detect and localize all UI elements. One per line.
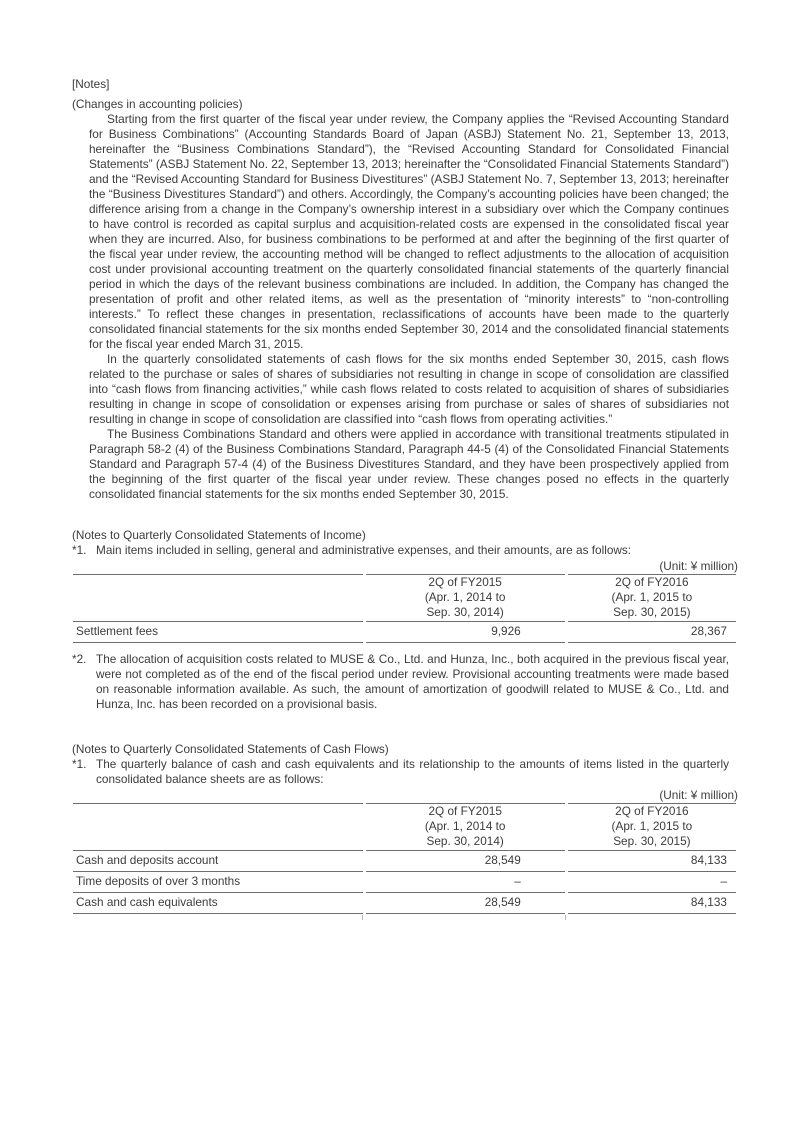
income-note-2 (72, 652, 729, 712)
section-heading-income: (Notes to Quarterly Consolidated Statements of Income) (72, 528, 366, 542)
header-line: 2Q of FY2015 (428, 575, 502, 589)
row-label: Cash and deposits account (73, 851, 363, 872)
table-header-empty (73, 803, 363, 851)
section-heading-accounting-policies: (Changes in accounting policies) (72, 97, 243, 111)
row-value-fy2016: 84,133 (568, 893, 736, 914)
row-value-fy2015: 28,549 (366, 893, 565, 914)
table-header-fy2015 (366, 574, 565, 622)
table-header-empty (73, 574, 363, 622)
header-line: (Apr. 1, 2015 to (611, 590, 693, 604)
header-line: (Apr. 1, 2014 to (424, 819, 506, 833)
header-line: Sep. 30, 2014) (426, 834, 504, 848)
row-label: Settlement fees (73, 622, 363, 643)
table-header-row (73, 574, 736, 622)
cash-flows-table-wrap (70, 803, 729, 921)
accounting-policies-paragraph-2: In the quarterly consolidated statements of cash flows for the six months ended September 30, 2015, cash flows related to the purchase or sales of shares of subsidiaries not resulting in change in scope of consolidation are classified into “cash flows from financing activities,” while cash flows related to costs related to acquisition of shares of subsidiaries resulting in change in scope of consolidation or expenses arising from purchase or sales of shares of subsidiaries not resulting in change in scope of consolidation are classified into “cash flows from operating activities.” (89, 352, 729, 426)
table-bottom-ticks (68, 914, 729, 921)
header-line: 2Q of FY2016 (615, 575, 689, 589)
notes-label: [Notes] (72, 77, 110, 91)
table-header-fy2015 (366, 803, 565, 851)
row-label: Time deposits of over 3 months (73, 872, 363, 893)
accounting-policies-paragraph-3: The Business Combinations Standard and others were applied in accordance with transitional treatments stipulated in Paragraph 58-2 (4) of the Business Combinations Standard, Paragraph 44-5 (4) of the Consolidated Financial Statements Standard and Paragraph 57-4 (4) of the Business Divestitures Standard, and they have been prospectively applied from the beginning of the first quarter of the fiscal year under review. These changes posed no effects in the quarterly consolidated financial statements for the six months ended September 30, 2015. (89, 427, 729, 501)
unit-label-cash-flows: (Unit: ¥ million) (659, 788, 738, 802)
note-text: The quarterly balance of cash and cash equivalents and its relationship to the amounts of items listed in the quarterly consolidated balance sheets are as follows: (96, 757, 729, 786)
row-value-fy2015: 9,926 (366, 622, 565, 643)
header-line: (Apr. 1, 2015 to (611, 819, 693, 833)
table-header-fy2016 (568, 574, 736, 622)
row-label: Cash and cash equivalents (73, 893, 363, 914)
table-header-fy2016 (568, 803, 736, 851)
income-note-1 (72, 543, 729, 558)
row-value-fy2016: – (568, 872, 736, 893)
table-row (73, 893, 736, 914)
table-row (73, 851, 736, 872)
header-line: 2Q of FY2016 (615, 804, 689, 818)
income-table-wrap (70, 574, 729, 643)
accounting-policies-paragraph-1: Starting from the first quarter of the fiscal year under review, the Company applies the “Revised Accounting Standard for Business Combinations” (Accounting Standards Board of Japan (ASBJ) Statement No. 21, September 13, 2013, hereinafter the “Business Combinations Standard”), the “Revised Accounting Standard for Consolidated Financial Statements” (ASBJ Statement No. 22, September 13, 2013; hereinafter the “Consolidated Financial Statements Standard”) and the “Revised Accounting Standard for Business Divestitures” (ASBJ Statement No. 7, September 13, 2013; hereinafter the “Business Divestitures Standard”) and others. Accordingly, the Company’s accounting policies have been changed; the difference arising from a change in the Company’s ownership interest in a subsidiary over which the Company continues to have control is recorded as capital surplus and acquisition-related costs are expensed in the consolidated fiscal year when they are incurred. Also, for business combinations to be performed at and after the beginning of the first quarter of the fiscal year under review, the accounting method will be changed to reflect adjustments to the allocation of acquisition cost under provisional accounting treatment on the quarterly consolidated financial statements of the quarterly financial period in which the days of the relevant business combinations are included. In addition, the Company has changed the presentation of profit and other related items, as well as the presentation of “minority interests” to “non-controlling interests.” To reflect these changes in presentation, reclassifications of accounts have been made to the quarterly consolidated financial statements for the six months ended September 30, 2014 and the consolidated financial statements for the fiscal year ended March 31, 2015. (89, 112, 729, 351)
header-line: Sep. 30, 2015) (613, 605, 691, 619)
table-row (73, 872, 736, 893)
row-value-fy2016: 84,133 (568, 851, 736, 872)
row-value-fy2016: 28,367 (568, 622, 736, 643)
note-marker: *1. (72, 543, 87, 557)
unit-label-income: (Unit: ¥ million) (659, 559, 738, 573)
cash-flows-note-1 (72, 757, 729, 787)
income-table (70, 574, 739, 643)
table-header-row (73, 803, 736, 851)
row-value-fy2015: 28,549 (366, 851, 565, 872)
note-text: The allocation of acquisition costs related to MUSE & Co., Ltd. and Hunza, Inc., both acquired in the previous fiscal year, were not completed as of the end of the fiscal period under review. Provisional accounting treatments were made based on reasonable information available. As such, the amount of amortization of goodwill related to MUSE & Co., Ltd. and Hunza, Inc. has been recorded on a provisional basis. (96, 652, 729, 711)
section-heading-cash-flows: (Notes to Quarterly Consolidated Statements of Cash Flows) (72, 742, 389, 756)
cash-flows-table (70, 803, 739, 914)
note-marker: *1. (72, 757, 87, 771)
row-value-fy2015: – (366, 872, 565, 893)
note-marker: *2. (72, 652, 87, 666)
header-line: (Apr. 1, 2014 to (424, 590, 506, 604)
header-line: Sep. 30, 2015) (613, 834, 691, 848)
header-line: 2Q of FY2015 (428, 804, 502, 818)
table-row (73, 622, 736, 643)
note-text: Main items included in selling, general and administrative expenses, and their amounts, are as follows: (96, 543, 632, 557)
header-line: Sep. 30, 2014) (426, 605, 504, 619)
column-separator-tick (565, 915, 566, 920)
column-separator-tick (362, 915, 363, 920)
